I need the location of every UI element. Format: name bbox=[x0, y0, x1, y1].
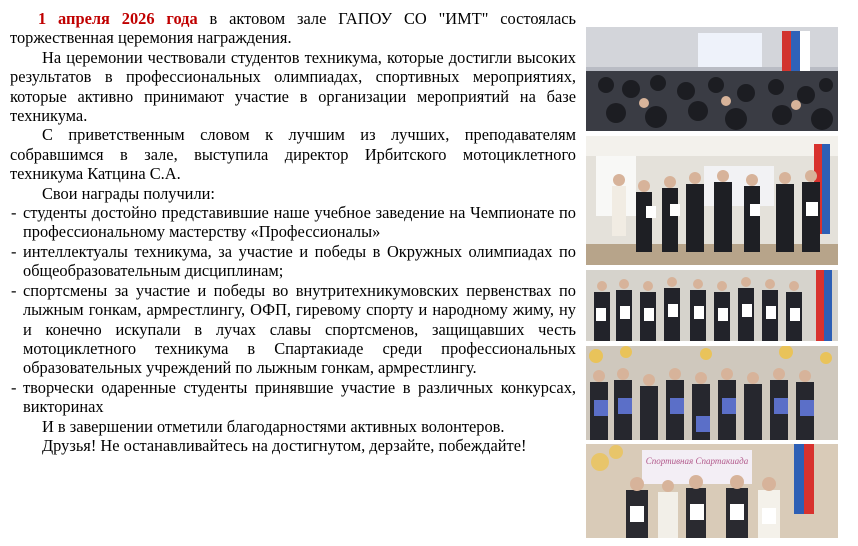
awards-list bbox=[10, 203, 576, 416]
paragraph-director: С приветственным словом к лучшим из лучших, преподавателям собравшимся в зале, выступила директор Ирбитского мотоциклетного техникума Катцина С.А. bbox=[10, 125, 576, 184]
photo-sports-winners bbox=[586, 346, 838, 440]
awards-item-sports: - спортсмены за участие и победы во внутритехникумовских первенствах по лыжным гонкам, армрестлингу, ОФП, гиревому спорту и народному жиму, ну и конечно искупали в лучах славы спортсменов, защищавших честь мотоциклетного техникума в Спартакиаде среди профессиональных образовательных учреждений по лыжным гонкам, армрестлингу. bbox=[10, 281, 576, 378]
article-text bbox=[10, 9, 576, 455]
intro-paragraph bbox=[10, 9, 576, 48]
photo-students-certificates bbox=[586, 270, 838, 341]
event-date: 1 апреля 2026 года bbox=[38, 9, 198, 28]
awards-item-professionals: - студенты достойно представившие наше учебное заведение на Чемпионате по профессиональному мастерству «Профессионалы» bbox=[10, 203, 576, 242]
photo-director-winners bbox=[586, 136, 838, 265]
closing-paragraph: Друзья! Не останавливайтесь на достигнутом, дерзайте, побеждайте! bbox=[42, 435, 527, 455]
awards-item-olympiads: - интеллектуалы техникума, за участие и победы в Окружных олимпиадах по общеобразовательным дисциплинам; bbox=[10, 242, 576, 281]
paragraph-volunteers: И в завершении отметили благодарностями активных волонтеров. bbox=[42, 416, 505, 436]
intro-text: в актовом зале ГАПОУ СО "ИМТ" состоялась торжественная церемония награждения. bbox=[10, 9, 576, 48]
awards-heading: Свои награды получили: bbox=[42, 183, 215, 203]
photo-audience-hall bbox=[586, 27, 838, 131]
photo-spartakiad-winners bbox=[586, 444, 838, 538]
spartakiad-banner-text: Спортивная Спартакиада bbox=[645, 456, 749, 466]
paragraph-students: На церемонии чествовали студентов техникума, которые достигли высоких результатов в профессиональных олимпиадах, спортивных мероприятиях, которые активно принимают участие в организации мероприятий на базе техникума. bbox=[10, 47, 576, 126]
awards-item-creative: - творчески одаренные студенты принявшие участие в различных конкурсах, викторинах bbox=[10, 378, 576, 417]
